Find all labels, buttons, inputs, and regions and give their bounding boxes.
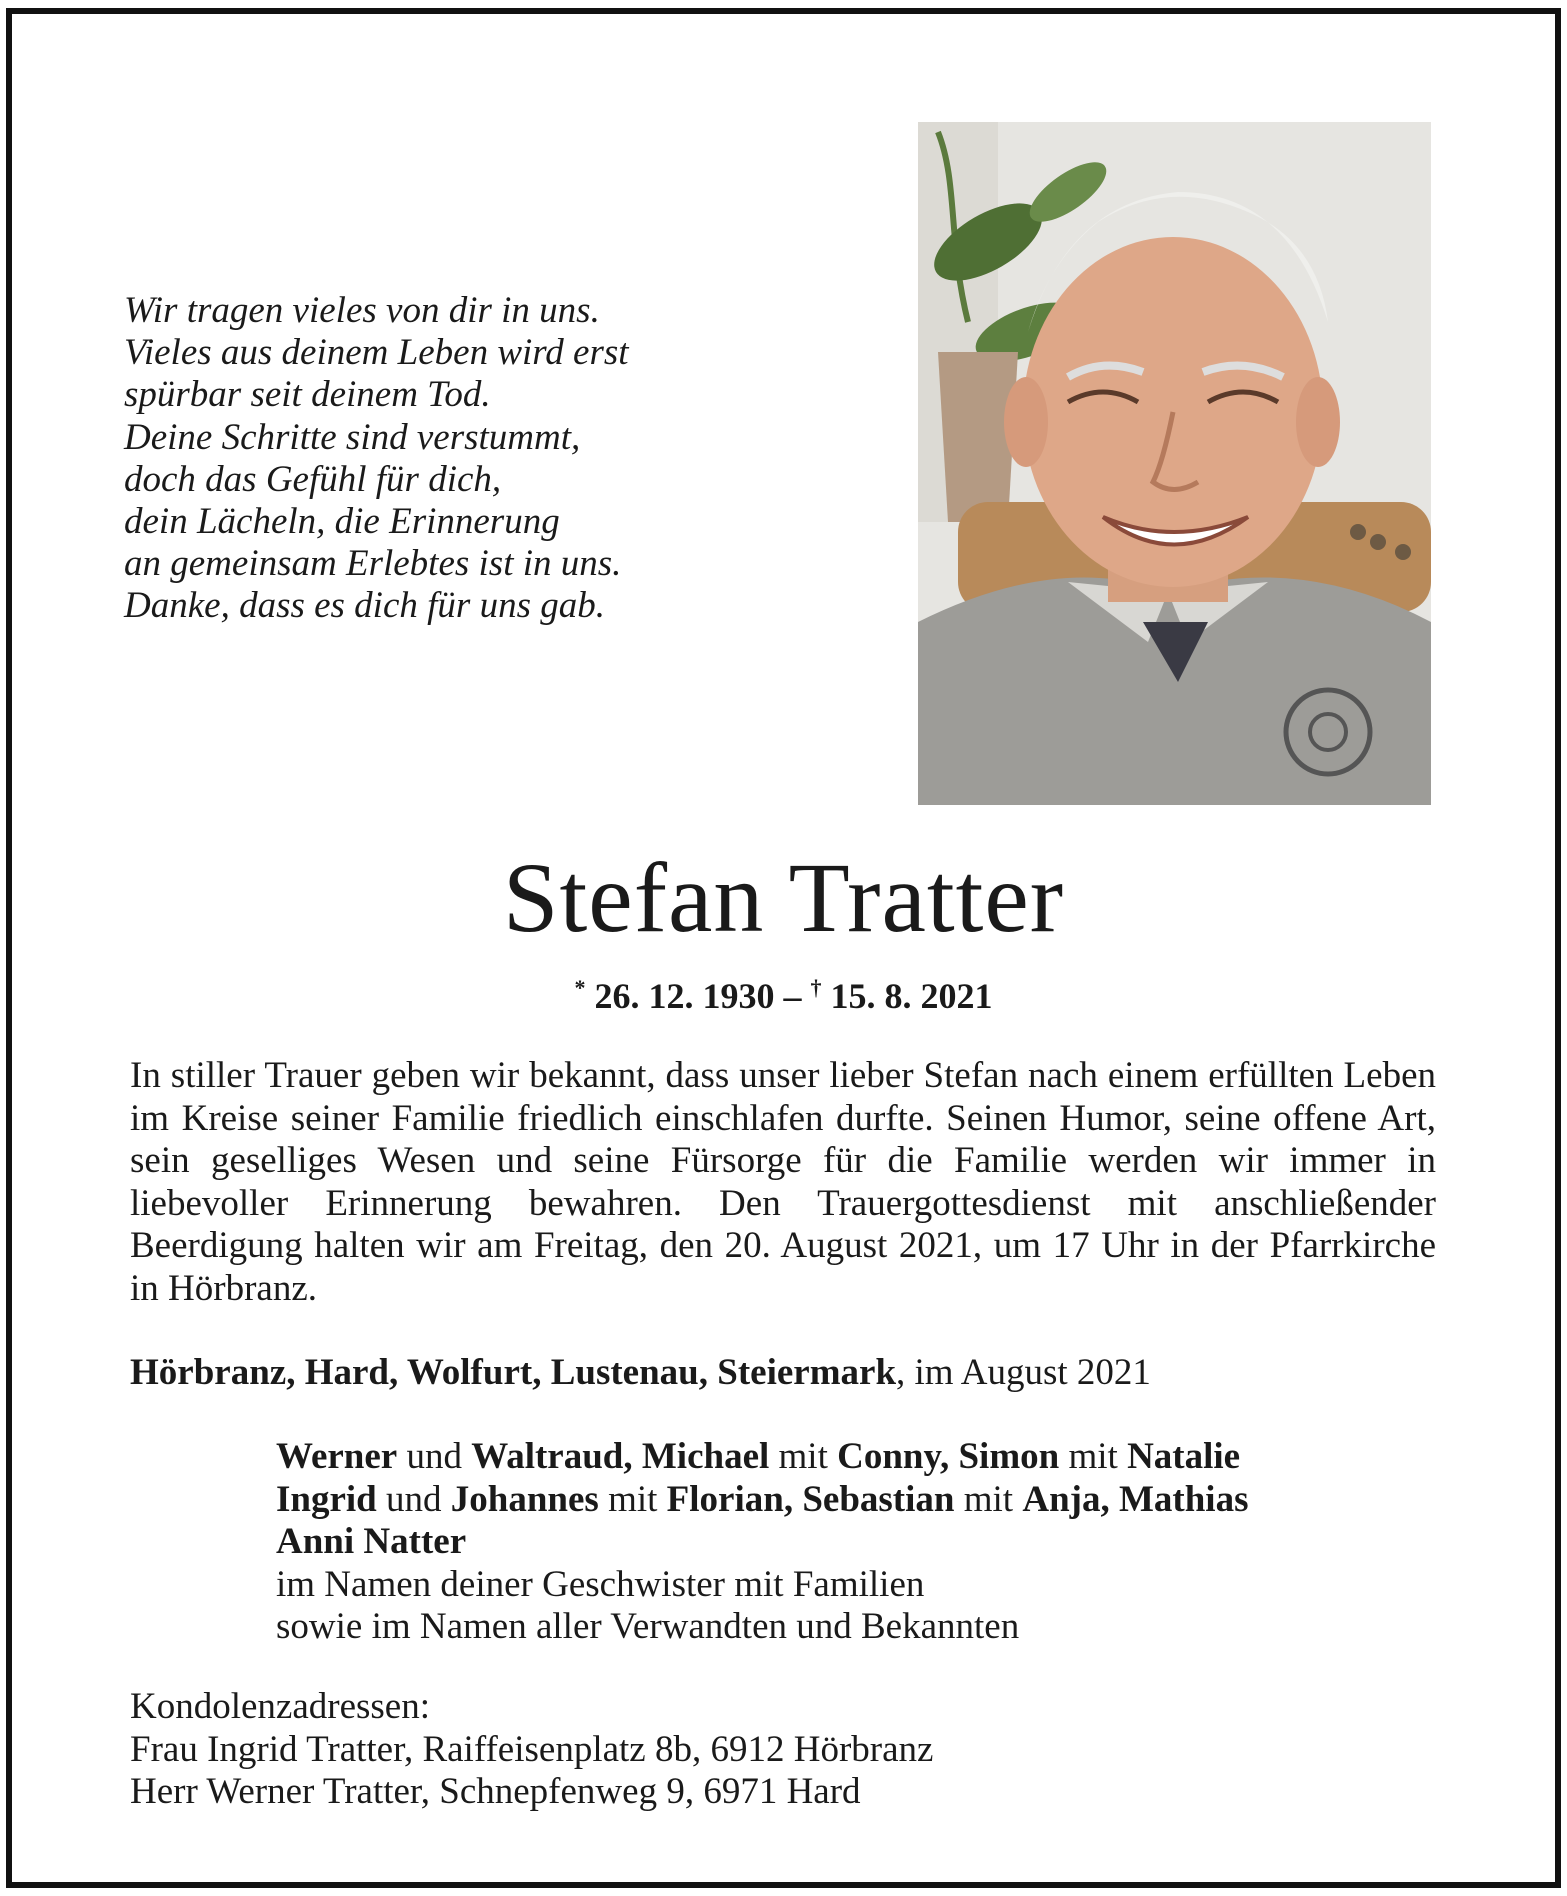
family-name-bold: Natalie [1127,1436,1241,1477]
condolence-addresses [130,1686,1130,1814]
condolence-address: Herr Werner Tratter, Schnepfenweg 9, 6971 Hard [130,1771,861,1812]
family-name-bold: Ingrid [276,1478,377,1520]
family-name-bold: Florian, Sebastian [666,1478,955,1520]
death-cross-mark: † [810,975,822,1000]
poem-line: Vieles aus deinem Leben wird erst [124,332,629,374]
poem-line: Deine Schritte sind verstummt, [124,416,581,458]
family-connector: mit [954,1478,1023,1520]
places-list: Hörbranz, Hard, Wolfurt, Lustenau, Steiermark [130,1352,897,1393]
family-name-bold: Werner [276,1436,398,1477]
poem-line: dein Lächeln, die Erinnerung [124,501,560,543]
family-name-bold: Anni Natter [276,1521,467,1562]
family-line: sowie im Namen aller Verwandten und Bekannten [276,1606,1020,1647]
poem-line: doch das Gefühl für dich, [124,458,502,500]
life-dates [0,975,1567,1017]
family-signatures [276,1436,1446,1649]
family-connector: und [397,1436,472,1477]
family-name-bold: Conny, Simon [837,1436,1060,1477]
family-name-bold: Waltraud, Michael [471,1436,770,1477]
deceased-name: Stefan Tratter [502,842,1065,953]
portrait-illustration [918,122,1431,805]
date-separator: – [783,976,802,1016]
family-connector: mit [769,1436,838,1477]
family-line [276,1479,1446,1522]
poem-line: Danke, dass es dich für uns gab. [124,585,605,627]
condolence-address: Frau Ingrid Tratter, Raiffeisenplatz 8b, 6912 Hörbranz [130,1728,934,1770]
family-connector: und [376,1478,451,1520]
family-name-bold: Johannes [450,1478,599,1520]
family-line: im Namen deiner Geschwister mit Familien [276,1563,925,1605]
family-connector: mit [1059,1436,1128,1477]
portrait-photo [918,122,1431,805]
family-line [276,1436,1446,1479]
birth-star-mark: * [574,975,586,1000]
birth-date: 26. 12. 1930 [594,976,775,1016]
family-line [276,1521,1446,1564]
places-date: , im August 2021 [896,1352,1151,1393]
family-connector: mit [598,1478,667,1520]
places-line [130,1351,1436,1394]
poem-line: spürbar seit deinem Tod. [124,374,491,416]
announcement-text: In stiller Trauer geben wir bekannt, dass unser lieber Stefan nach einem erfüllten Leben im Kreise seiner Familie friedlich einschlafen durfte. Seinen Humor, seine offene Art, sein geselliges Wesen und seine Fürsorge für die Familie werden wir immer in liebevoller Erinnerung bewahren. Den Trauergottesdienst mit anschließender Beerdigung halten wir am Freitag, den 20. August 2021, um 17 Uhr in der Pfarrkirche in Hörbranz. [130,1055,1436,1309]
family-name-bold: Anja, Mathias [1022,1478,1249,1520]
death-date: 15. 8. 2021 [830,976,993,1016]
memorial-poem [124,290,764,628]
poem-line: an gemeinsam Erlebtes ist in uns. [124,543,622,585]
poem-line: Wir tragen vieles von dir in uns. [124,290,600,331]
condolence-heading: Kondolenzadressen: [130,1686,431,1727]
